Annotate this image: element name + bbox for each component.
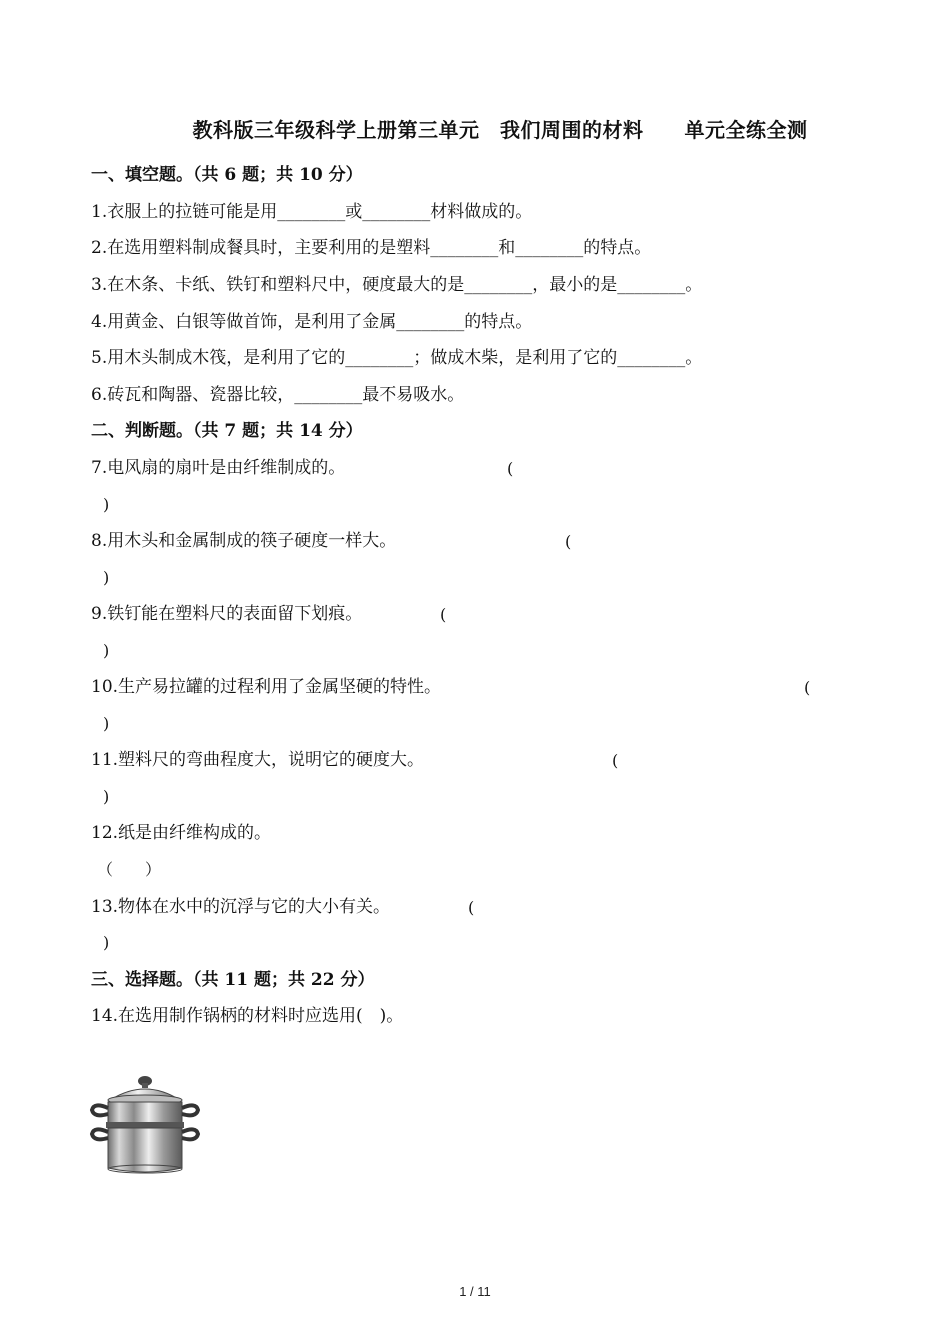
answer-paren-open: (: [804, 678, 811, 697]
question-3: 3.在木条、卡纸、铁钉和塑料尺中，硬度最大的是________，最小的是________。: [91, 275, 703, 295]
question-7: 7.电风扇的扇叶是由纤维制成的。: [91, 458, 346, 478]
question-1: 1.衣服上的拉链可能是用________或________材料做成的。: [91, 202, 533, 222]
answer-paren-close: ): [103, 568, 110, 587]
steamer-pot-image: [86, 1072, 204, 1178]
page-number: 1 / 11: [459, 1284, 491, 1299]
answer-paren-close: ): [103, 787, 110, 806]
answer-paren-pair: （ ）: [97, 860, 162, 879]
question-4: 4.用黄金、白银等做首饰，是利用了金属________的特点。: [91, 312, 533, 332]
section-heading-fill: 一、填空题。（共 6 题；共 10 分）: [91, 165, 363, 185]
section-heading-choice: 三、选择题。（共 11 题；共 22 分）: [91, 970, 375, 990]
question-11: 11.塑料尺的弯曲程度大，说明它的硬度大。: [91, 750, 425, 770]
question-13: 13.物体在水中的沉浮与它的大小有关。: [91, 897, 391, 917]
answer-paren-close: ): [103, 933, 110, 952]
answer-paren-open: (: [440, 605, 447, 624]
answer-paren-open: (: [612, 751, 619, 770]
answer-paren-open: (: [565, 532, 572, 551]
answer-paren-open: (: [468, 898, 475, 917]
question-12: 12.纸是由纤维构成的。: [91, 823, 272, 843]
question-6: 6.砖瓦和陶器、瓷器比较，________最不易吸水。: [91, 385, 465, 405]
section-heading-judge: 二、判断题。（共 7 题；共 14 分）: [91, 421, 363, 441]
page-title: 教科版三年级科学上册第三单元 我们周围的材料 单元全练全测: [192, 118, 808, 142]
question-5: 5.用木头制成木筏，是利用了它的________；做成木柴，是利用了它的________。: [91, 348, 703, 368]
answer-paren-open: (: [507, 459, 514, 478]
question-14: 14.在选用制作锅柄的材料时应选用( )。: [91, 1006, 404, 1026]
answer-paren-close: ): [103, 641, 110, 660]
question-8: 8.用木头和金属制成的筷子硬度一样大。: [91, 531, 397, 551]
question-9: 9.铁钉能在塑料尺的表面留下划痕。: [91, 604, 363, 624]
answer-paren-close: ): [103, 495, 110, 514]
question-2: 2.在选用塑料制成餐具时，主要利用的是塑料________和________的特点。: [91, 238, 652, 258]
answer-paren-close: ): [103, 714, 110, 733]
question-10: 10.生产易拉罐的过程利用了金属坚硬的特性。: [91, 677, 442, 697]
